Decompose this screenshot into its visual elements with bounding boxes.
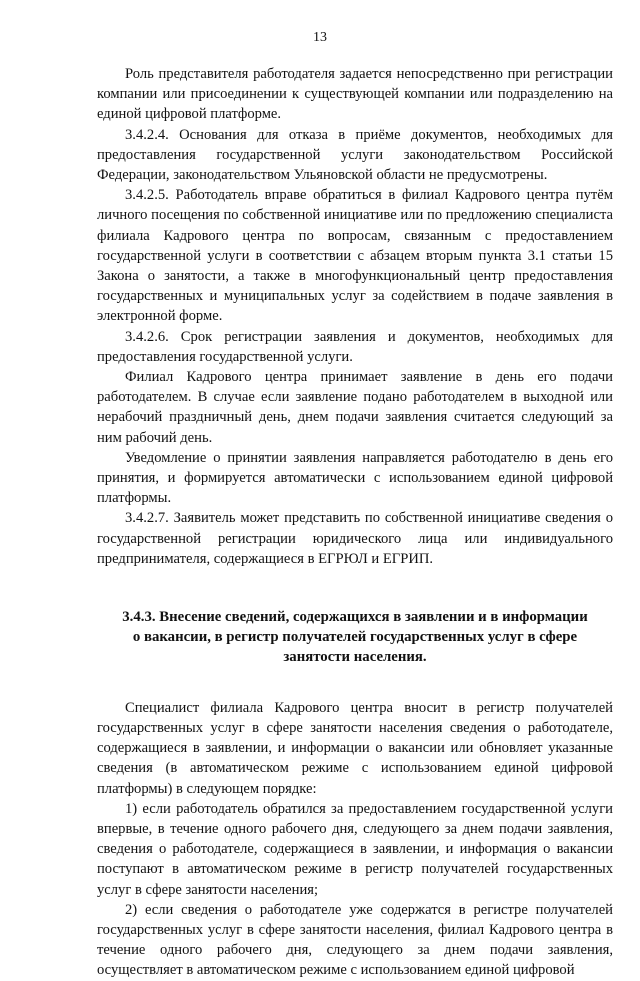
page-number: 13: [313, 30, 327, 45]
document-body: [97, 64, 613, 981]
paragraph-3-4-2-4: 3.4.2.4. Основания для отказа в приёме документов, необходимых для предоставления государственной услуги законодательством Российской Федерации, законодательством Ульяновской области не предусмотрены.: [97, 126, 613, 184]
section-heading-3-4-3: 3.4.3. Внесение сведений, содержащихся в заявлении и в информации о вакансии, в регистр получателей государственных услуг в сфере занятости населения.: [122, 609, 588, 666]
paragraph-3-4-2-6: 3.4.2.6. Срок регистрации заявления и документов, необходимых для предоставления государственной услуги.: [97, 328, 613, 365]
paragraph-employer-representative-role: Роль представителя работодателя задается непосредственно при регистрации компании или присоединении к существующей компании или подразделению на единой цифровой платформе.: [97, 66, 613, 123]
list-item-first-time-employer: 1) если работодатель обратился за предоставлением государственной услуги впервые, в течение одного рабочего дня, следующего за днем подачи заявления, сведения о работодателе, содержащиеся в заявлении, и информация о вакансии поступают в автоматическом режиме в регистр получателей государственных услуг в сфере занятости населения;: [97, 800, 613, 898]
paragraph-register-entry: Специалист филиала Кадрового центра вносит в регистр получателей государственных услуг в сфере занятости населения сведения о работодателе, содержащиеся в заявлении, и информации о вакансии или обновляет указанные сведения (в автоматическом режиме с использованием единой цифровой платформы) в следующем порядке:: [97, 699, 613, 797]
paragraph-acceptance-notification: Уведомление о принятии заявления направляется работодателю в день его принятия, и формируется автоматически с использованием единой цифровой платформы.: [97, 449, 613, 507]
paragraph-3-4-2-5: 3.4.2.5. Работодатель вправе обратиться в филиал Кадрового центра путём личного посещения по собственной инициативе или по предложению специалиста филиала Кадрового центра по вопросам, связанным с предоставлением государственной услуги в соответствии с абзацем вторым пункта 3.1 статьи 15 Закона о занятости, а также в многофункциональный центр предоставления государственных и муниципальных услуг за содействием в подаче заявления в электронной форме.: [97, 187, 613, 325]
paragraph-3-4-2-7: 3.4.2.7. Заявитель может представить по собственной инициативе сведения о государственной регистрации юридического лица или индивидуального предпринимателя, содержащиеся в ЕГРЮЛ и ЕГРИП.: [97, 510, 613, 567]
paragraph-application-acceptance: Филиал Кадрового центра принимает заявление в день его подачи работодателем. В случае если заявление подано работодателем в выходной или нерабочий праздничный день, днем подачи заявления считается следующий за ним рабочий день.: [97, 369, 613, 446]
list-item-existing-employer: 2) если сведения о работодателе уже содержатся в регистре получателей государственных услуг в сфере занятости населения, филиал Кадрового центра в течение одного рабочего дня, следующего за днем подачи заявления, осуществляет в автоматическом режиме с использованием единой цифровой: [97, 901, 613, 979]
